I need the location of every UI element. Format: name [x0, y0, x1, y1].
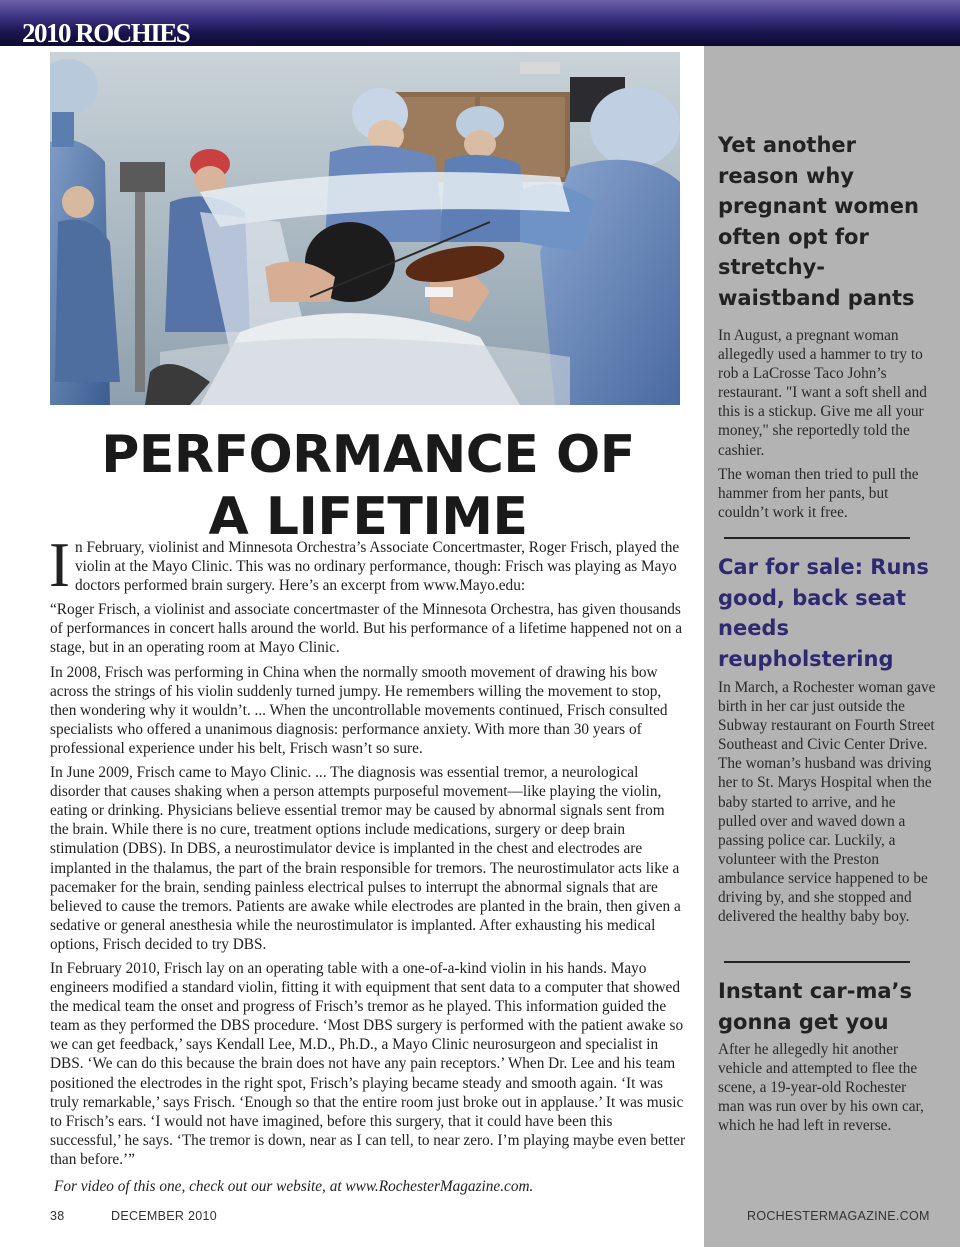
sidebar-item-3-title: Instant car-ma’s gonna get you: [718, 979, 912, 1034]
article-paragraph-1: In February, violinist and Minnesota Orchestra’s Associate Concertmaster, Roger Frisch, played the violin at the Mayo Clinic. This was no ordinary performance, though: Frisch was playing as Mayo doctors performed brain surgery. Here’s an excerpt from www.Mayo.edu:: [49, 530, 680, 600]
issue-date: DECEMBER 2010: [111, 1209, 218, 1223]
article-paragraph-4: In June 2009, Frisch came to Mayo Clinic. ... The diagnosis was essential tremor, a neurological disorder that causes shaking when a person attempts purposeful movement—like playing the violin, eating or drinking. Physicians believe essential tremor may be caused by abnormal signals sent from the brain. While there is no cure, treatment options include medications, surgery or deep brain stimulation (DBS). In DBS, a neurostimulator device is implanted in the chest and electrodes are implanted in the thalamus, the part of the brain responsible for tremors. The neurostimulator acts like a pacemaker for the brain, sending painless electrical pulses to interrupt the abnormal signals that are believed to cause the tremors. Patients are awake while electrodes are planted in the brain, then given a sedative or general anesthesia while the neurostimulator is implanted. After exhausting his medical options, Frisch decided to try DBS.: [50, 764, 681, 953]
sidebar-item-1-paragraph-1: In August, a pregnant woman allegedly used a hammer to try to rob a LaCrosse Taco John’s restaurant. "I want a soft shell and this is a stickup. Give me all your money," she reportedly told the cashier.: [718, 327, 927, 459]
sidebar-divider: [724, 537, 910, 539]
article-paragraph-3: In 2008, Frisch was performing in China when the normally smooth movement of drawing his bow across the strings of his violin suddenly turned jumpy. He remembers willing the movement to stop, then wondering why it wouldn’t. ... When the uncontrollable movements continued, Frisch consulted specialists who offered a unanimous diagnosis: performance anxiety. With more than 30 years of professional experience under his belt, Frisch wasn’t so sure.: [50, 663, 668, 757]
sidebar-divider: [724, 961, 910, 963]
drop-cap: I: [49, 530, 70, 600]
section-tag: 2010 ROCHIES: [22, 18, 190, 48]
article-headline: [50, 424, 686, 548]
sidebar-item-3-text: [718, 1040, 936, 1140]
page-number: 38: [50, 1209, 65, 1223]
sidebar-item-3-paragraph-1: After he allegedly hit another vehicle and attempted to flee the scene, a 19-year-old Rochester man was run over by his own car, which he had left in reverse.: [718, 1041, 924, 1135]
headline-line-2: A LIFETIME: [208, 487, 528, 547]
sidebar-item-1-paragraph-2: The woman then tried to pull the hammer from her pants, but couldn’t work it free.: [718, 465, 919, 521]
article-credit: For video of this one, check out our website, at www.RochesterMagazine.com.: [54, 1178, 534, 1195]
sidebar-item-2-paragraph-1: In March, a Rochester woman gave birth in her car just outside the Subway restaurant on Fourth Street Southeast and Civic Center Drive. The woman’s husband was driving her to St. Marys Hospital when the baby started to arrive, and he pulled over and waved down a passing police car. Luckily, a volunteer with the Preston ambulance service happened to be driving by, and she stopped and delivered the healthy baby boy.: [718, 679, 936, 926]
sidebar-item-2-text: [718, 678, 936, 931]
article-paragraph-5: In February 2010, Frisch lay on an operating table with a one-of-a-kind violin in his hands. Mayo engineers modified a standard violin, fitting it with equipment that sent data to a computer that showed the medical team the onset and progress of Frisch’s tremor as he played. This information guided the team as they performed the DBS procedure. ‘Most DBS surgery is performed with the patient awake so we can get feedback,’ says Kendall Lee, M.D., Ph.D., a Mayo Clinic neurosurgeon and specialist in DBS. ‘We can do this because the brain does not have any pain receptors.’ When Dr. Lee and his team positioned the electrodes in the right spot, Frisch’s playing became steady and smooth again. ‘It was truly remarkable,’ says Frisch. ‘Enough so that the entire room just broke out in applause.’ It was music to Frisch’s ears. ‘I would not have imagined, before this surgery, that it could have been this successful,’ he says. ‘The tremor is down, near as I can tell, to near zero. I’m playing maybe even better than before.’”: [50, 959, 686, 1168]
sidebar-item-1-title: Yet another reason why pregnant women often opt for stretchy-waistband pants: [718, 133, 919, 310]
sidebar-item-1-text: [718, 326, 936, 527]
surgery-photo: [50, 52, 680, 405]
article-paragraph-2: “Roger Frisch, a violinist and associate concertmaster of the Minnesota Orchestra, has given thousands of performances in concert halls around the world. But his performance of a lifetime happened not on a stage, but in an operating room at Mayo Clinic.: [50, 601, 683, 657]
website-link: ROCHESTERMAGAZINE.COM: [747, 1209, 930, 1223]
photo-surgery-violinist-icon: [50, 52, 680, 405]
sidebar-item-2-title: Car for sale: Runs good, back seat needs reupholstering: [718, 555, 929, 671]
headline-line-1: PERFORMANCE OF: [101, 425, 635, 485]
article-body: [49, 530, 686, 1201]
